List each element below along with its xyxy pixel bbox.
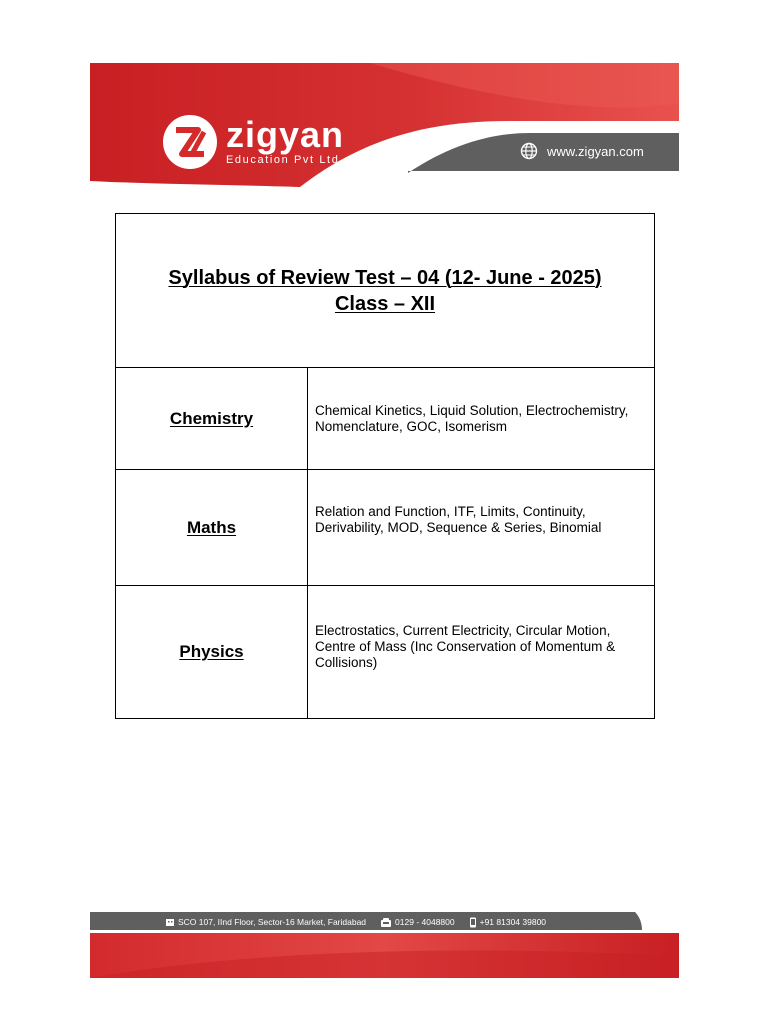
brand xyxy=(163,115,344,169)
zigyan-logo xyxy=(163,115,217,169)
brand-name: zigyan xyxy=(226,114,345,155)
subject-physics: Physics xyxy=(179,642,244,661)
table-row xyxy=(116,586,655,719)
table-row xyxy=(116,470,655,586)
website-link[interactable] xyxy=(520,142,644,160)
syllabus-table xyxy=(115,213,655,719)
topics-physics: Electrostatics, Current Electricity, Circular Motion, Centre of Mass (Inc Conservation of Momentum & Collisions) xyxy=(308,586,655,719)
zigyan-logo-mark xyxy=(168,120,212,164)
table-row xyxy=(116,368,655,470)
subject-chemistry: Chemistry xyxy=(169,408,254,428)
mobile-icon xyxy=(469,917,477,928)
subject-maths: Maths xyxy=(186,517,237,537)
building-icon xyxy=(165,917,175,927)
phone-text: 0129 - 4048800 xyxy=(395,917,455,927)
brand-subtitle: Education Pvt Ltd xyxy=(226,154,340,166)
class-title: Class – XII xyxy=(334,292,436,315)
globe-icon xyxy=(520,142,538,160)
topics-chemistry: Chemical Kinetics, Liquid Solution, Electrochemistry, Nomenclature, GOC, Isomerism xyxy=(308,368,655,470)
website-url: www.zigyan.com xyxy=(547,143,644,159)
contact-bar xyxy=(165,914,560,930)
address-text: SCO 107, IInd Floor, Sector-16 Market, Faridabad xyxy=(178,917,367,927)
phone-icon xyxy=(380,917,392,928)
title-cell xyxy=(116,214,655,368)
topics-maths: Relation and Function, ITF, Limits, Continuity, Derivability, MOD, Sequence & Series, Binomial xyxy=(308,470,655,586)
document-title: Syllabus of Review Test – 04 (12- June - 2025) xyxy=(168,266,602,289)
mobile-text: +91 81304 39800 xyxy=(479,917,547,927)
